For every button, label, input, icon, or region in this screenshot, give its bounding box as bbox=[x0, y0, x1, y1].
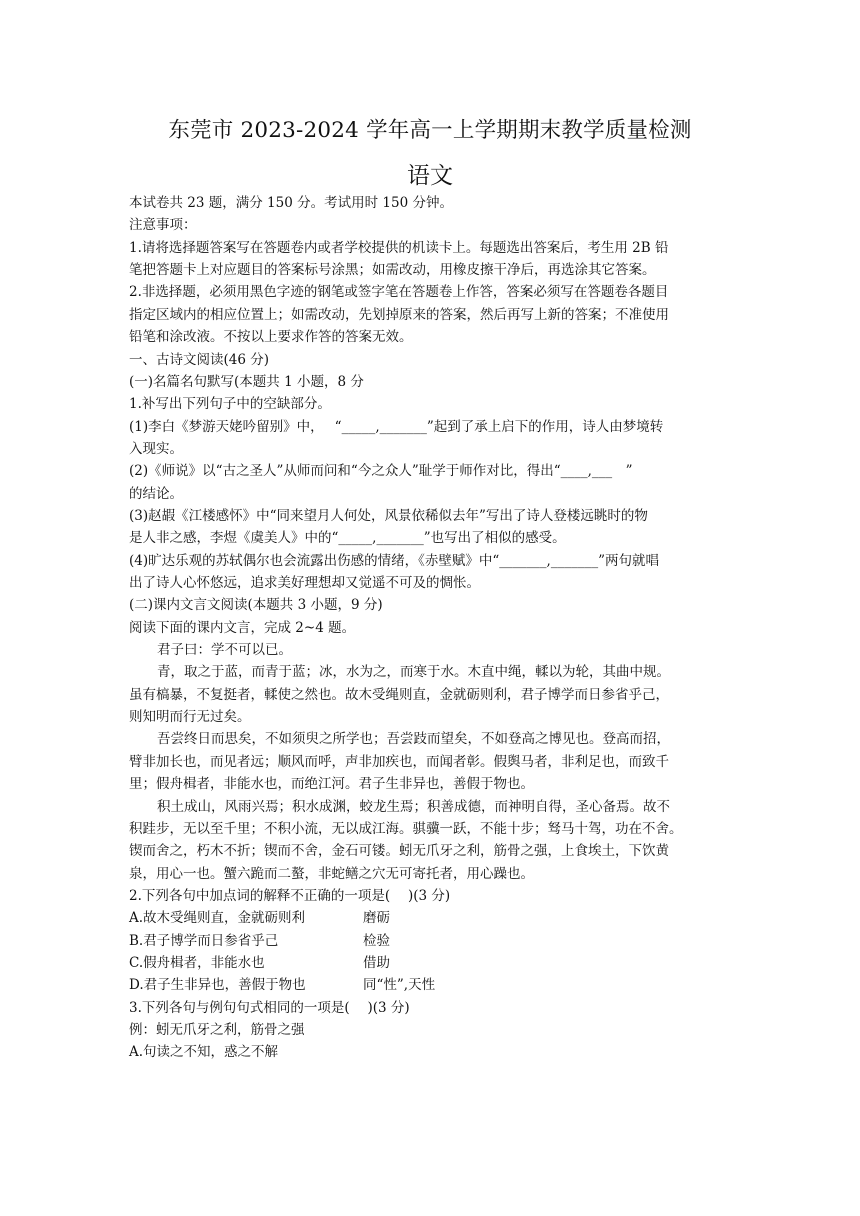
question-option: C.假舟楫者，非能水也 bbox=[129, 954, 265, 971]
text-line: 阅读下面的课内文言，完成 2~4 题。 bbox=[129, 619, 356, 636]
text-line: 入现实。 bbox=[129, 440, 183, 457]
text-line: (4)旷达乐观的苏轼偶尔也会流露出伤感的情绪，《赤壁赋》中“_______,_______”两句就唱 bbox=[129, 552, 659, 569]
option-explanation: 同“性”,天性 bbox=[363, 977, 436, 994]
option-explanation: 检验 bbox=[363, 932, 390, 949]
text-line: 注意事项： bbox=[129, 217, 197, 234]
text-line: 积跬步，无以至千里；不积小流，无以成江海。骐骥一跃，不能十步；驽马十驾，功在不舍。 bbox=[129, 820, 683, 837]
text-line: 2.下列各句中加点词的解释不正确的一项是( )(3 分) bbox=[129, 887, 451, 904]
text-line: 青，取之于蓝，而青于蓝；冰，水为之，而寒于水。木直中绳，輮以为轮，其曲中规。 bbox=[157, 664, 670, 681]
text-line: 则知明而行无过矣。 bbox=[129, 709, 251, 726]
text-line: 泉，用心一也。蟹六跪而二螯，非蛇鳝之穴无可寄托者，用心躁也。 bbox=[129, 865, 534, 882]
text-line: 吾尝终日而思矣，不如须臾之所学也；吾尝跂而望矣，不如登高之博见也。登高而招， bbox=[157, 731, 670, 748]
text-line: 铅笔和涂改液。不按以上要求作答的答案无效。 bbox=[129, 329, 413, 346]
text-line: 例：蚓无爪牙之利，筋骨之强 bbox=[129, 1022, 305, 1038]
option-explanation: 借助 bbox=[363, 954, 390, 971]
text-line: 一、古诗文阅读(46 分) bbox=[129, 351, 270, 368]
text-line: (一)名篇名句默写(本题共 1 小题，8 分 bbox=[129, 373, 364, 390]
subject-title: 语文 bbox=[407, 163, 453, 189]
question-option: D.君子生非异也，善假于物也 bbox=[129, 977, 306, 994]
text-line: 1.请将选择题答案写在答题卷内或者学校提供的机读卡上。每题选出答案后，考生用 2B 铅 bbox=[129, 239, 669, 256]
text-line: (二)课内文言文阅读(本题共 3 小题，9 分) bbox=[129, 597, 383, 614]
text-line: (1)李白《梦游天姥吟留别》中， “_____,_______”起到了承上启下的作用，诗人由梦境转 bbox=[129, 418, 664, 435]
text-line: 3.下列各句与例句句式相同的一项是( )(3 分) bbox=[129, 999, 410, 1016]
text-line: (3)赵嘏《江楼感怀》中“同来望月人何处，风景依稀似去年”写出了诗人登楼远眺时的物 bbox=[129, 507, 648, 524]
text-line: 是人非之感，李煜《虞美人》中的“_____,_______”也写出了相似的感受。 bbox=[129, 530, 566, 547]
text-line: 锲而舍之，朽木不折；锲而不舍，金石可镂。蚓无爪牙之利，筋骨之强，上食埃土，下饮黄 bbox=[129, 843, 669, 860]
text-line: 笔把答题卡上对应题目的答案标号涂黑；如需改动，用橡皮擦干净后，再选涂其它答案。 bbox=[129, 262, 656, 279]
text-line: 虽有槁暴，不复挺者，輮使之然也。故木受绳则直，金就砺则利，君子博学而日参省乎己， bbox=[129, 686, 669, 703]
text-line: 1.补写出下列句子中的空缺部分。 bbox=[129, 396, 331, 413]
text-line: 臂非加长也，而见者远；顺风而呼，声非加疾也，而闻者彰。假舆马者，非利足也，而致千 bbox=[129, 753, 669, 770]
text-line: 的结论。 bbox=[129, 485, 183, 502]
text-line: 里；假舟楫者，非能水也，而绝江河。君子生非异也，善假于物也。 bbox=[129, 776, 534, 793]
text-line: 出了诗人心怀悠远，追求美好理想却又觉遥不可及的惆怅。 bbox=[129, 575, 480, 591]
text-line: (2)《师说》以“古之圣人”从师而问和“今之众人”耻学于师作对比，得出“____,___ ” bbox=[129, 463, 633, 480]
option-explanation: 磨砺 bbox=[363, 910, 390, 927]
question-option: A.故木受绳则直，金就砺则利 bbox=[129, 910, 306, 927]
text-line: 君子曰：学不可以已。 bbox=[157, 642, 292, 658]
text-line: 指定区域内的相应位置上；如需改动，先划掉原来的答案，然后再写上新的答案；不准使用 bbox=[129, 306, 669, 323]
question-option: B.君子博学而日参省乎己 bbox=[129, 932, 279, 949]
text-line: 2.非选择题，必须用黑色字迹的钢笔或签字笔在答题卷上作答，答案必须写在答题卷各题目 bbox=[129, 284, 669, 301]
text-line: 积土成山，风雨兴焉；积水成渊，蛟龙生焉；积善成德，而神明自得，圣心备焉。故不 bbox=[157, 798, 670, 815]
text-line: 本试卷共 23 题，满分 150 分。考试用时 150 分钟。 bbox=[129, 195, 453, 211]
text-line: A.句读之不知，惑之不解 bbox=[129, 1044, 279, 1061]
exam-title: 东莞市 2023-2024 学年高一上学期期末教学质量检测 bbox=[168, 118, 692, 143]
